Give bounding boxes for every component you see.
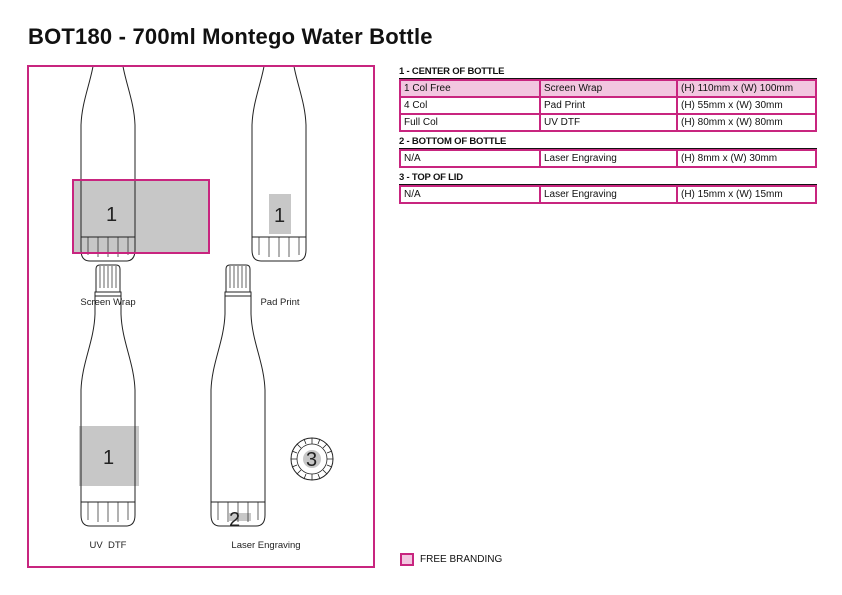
area-number: 3 [306,449,318,471]
area-number: 1 [103,447,115,469]
cell-colours: 4 Col [400,97,540,114]
caption-screen-wrap: Screen Wrap [80,297,136,308]
section-heading: 3 - TOP OF LID [399,172,817,185]
cell-method: Laser Engraving [540,186,677,203]
bottle-pad-print [252,67,306,261]
cell-size: (H) 80mm x (W) 80mm [677,114,816,131]
spec-tables [399,66,817,208]
caption-pad-print: Pad Print [260,297,300,308]
caption-laser-engraving: Laser Engraving [231,540,301,551]
section-bottom-of-bottle [399,136,817,168]
page-title: BOT180 - 700ml Montego Water Bottle [28,24,433,49]
cell-method: Pad Print [540,97,677,114]
cell-method: Laser Engraving [540,150,677,167]
cell-size: (H) 8mm x (W) 30mm [677,150,816,167]
cell-colours: Full Col [400,114,540,131]
section-center-of-bottle [399,66,817,132]
cell-method: Screen Wrap [540,80,677,97]
legend [400,553,502,566]
cell-size: (H) 110mm x (W) 100mm [677,80,816,97]
cell-colours: N/A [400,186,540,203]
bottle-screen-wrap [73,67,209,261]
table-row [400,80,816,97]
table-row [400,97,816,114]
table-row [400,150,816,167]
cell-colours: 1 Col Free [400,80,540,97]
cell-colours: N/A [400,150,540,167]
section-top-of-lid [399,172,817,204]
area-number: 2 [229,509,241,531]
free-branding-swatch [400,553,414,566]
bottle-illustrations [29,67,373,566]
spec-table [399,185,817,204]
table-row [400,114,816,131]
legend-label: FREE BRANDING [420,554,503,565]
illustration-panel [27,65,375,568]
cell-size: (H) 55mm x (W) 30mm [677,97,816,114]
spec-table [399,149,817,168]
area-number: 1 [274,205,286,227]
caption-uv-dtf: UV DTF [89,540,127,551]
bottle-laser-engraving [211,265,265,526]
cell-size: (H) 15mm x (W) 15mm [677,186,816,203]
area-number: 1 [106,204,118,226]
section-heading: 1 - CENTER OF BOTTLE [399,66,817,79]
print-area-screen-wrap [73,180,209,253]
cell-method: UV DTF [540,114,677,131]
section-heading: 2 - BOTTOM OF BOTTLE [399,136,817,149]
table-row [400,186,816,203]
spec-table [399,79,817,132]
